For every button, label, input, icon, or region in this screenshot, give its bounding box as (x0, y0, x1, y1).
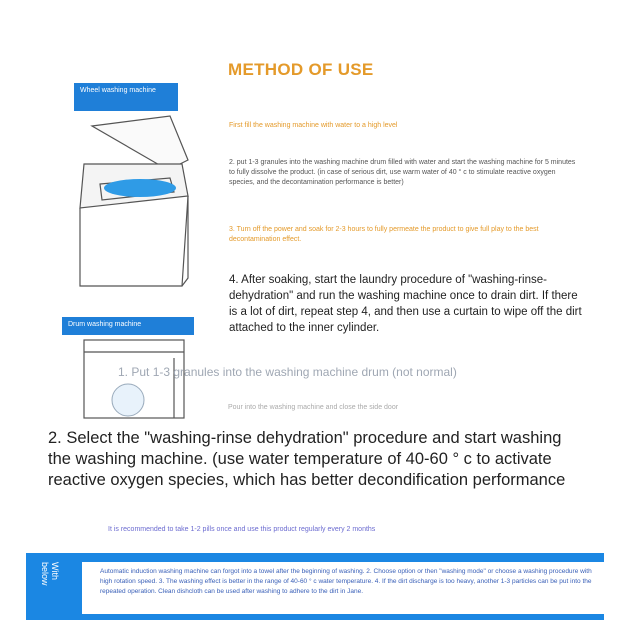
page-title: METHOD OF USE (228, 60, 374, 79)
drum-step-1-text: 1. Put 1-3 granules into the washing machine drum (not normal) (118, 365, 457, 379)
drum-step-small-text: Pour into the washing machine and close the side door (228, 404, 399, 411)
recommend-note: It is recommended to take 1-2 pills once and use this product regularly every 2 months (108, 526, 376, 533)
step-4-text: 4. After soaking, start the laundry procedure of "washing-rinse-dehydration" and run the washing machine once to drain dirt. If there is a lot of dirt, repeat step 4, and then use a curtain to wipe off the dirt attached to the inner cylinder. (229, 274, 582, 334)
drum-machine-label: Drum washing machine (62, 317, 194, 335)
drum-step-2-text: 2. Select the "washing-rinse dehydration" procedure and start washing the washing machine. (use water temperature of 40-60 ° c to activate reactive oxygen species, which has better decondification performance (48, 429, 566, 489)
step-3-text: 3. Turn off the power and soak for 2-3 hours to fully permeate the product to give full play to the best decontamination effect. (229, 226, 539, 243)
wheel-machine-label: Wheel washing machine (74, 83, 178, 111)
side-label-line-1: With (50, 562, 60, 580)
top-loader-illustration (70, 108, 200, 293)
bottom-side-label (34, 562, 74, 612)
bottom-text: Automatic induction washing machine can forgot into a towel after the beginning of washing. 2. Choose option or then "washing mode" or choose a washing procedure with high rotation speed. 3. The washing effect is better in the range of 40-60 ° c water temperature. 4. If the dirt discharge is too heavy, another 1-3 particles can be put into the repeated operation. Clean dishcloth can be used after washing to adhere to the dirt in Jane. (100, 568, 592, 595)
step-2-text: 2. put 1-3 granules into the washing machine drum filled with water and start the washing machine for 5 minutes to fully dissolve the product. (in case of serious dirt, use warm water of 40 ° c to stimulate reactive oxygen species, and the decontamination performance is better) (229, 159, 576, 186)
step-1-text: First fill the washing machine with water to a high level (229, 122, 398, 129)
side-label-line-2: below (40, 562, 50, 586)
drum-door (112, 384, 144, 416)
water-ellipse (104, 179, 176, 197)
